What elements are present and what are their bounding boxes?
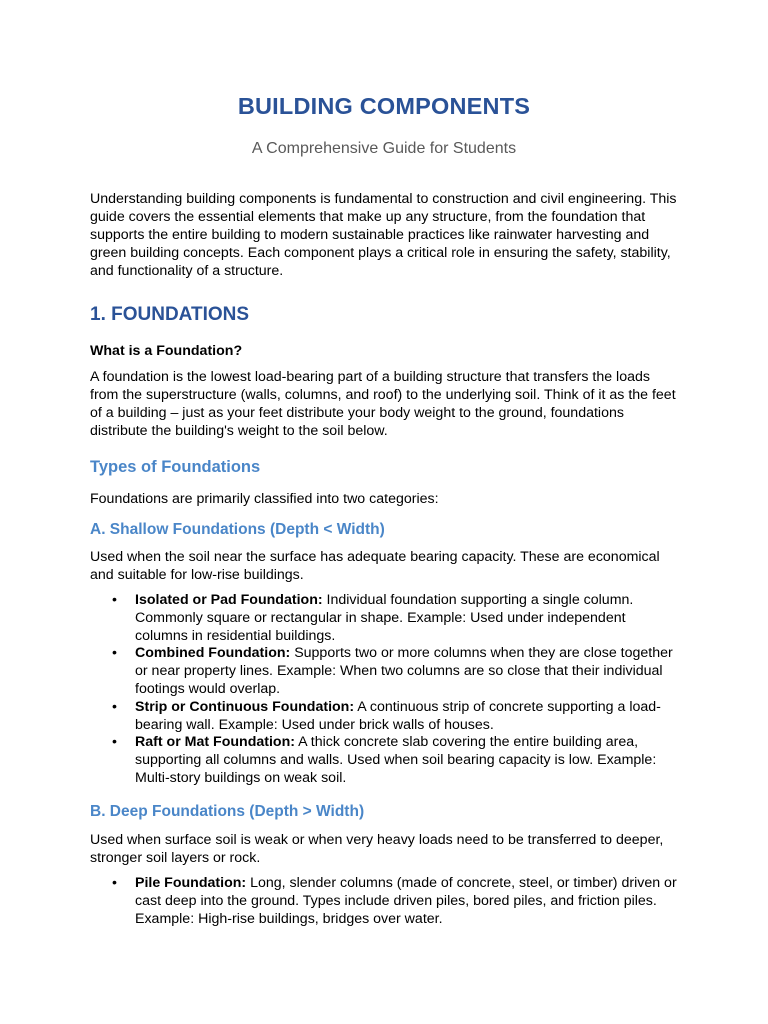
list-item-description: A thick concrete slab covering the entire building area, supporting all columns and walls. Used when soil bearing capacity is low. Example: Multi-story buildings on weak soil. xyxy=(135,734,657,786)
list-item-term: Pile Foundation: xyxy=(135,875,247,891)
list-item-term: Raft or Mat Foundation: xyxy=(135,734,295,751)
list-item-term: Isolated or Pad Foundation: xyxy=(135,592,323,608)
section-heading-foundations: 1. FOUNDATIONS xyxy=(90,304,250,325)
document-subtitle: A Comprehensive Guide for Students xyxy=(251,140,517,157)
deep-foundations-list xyxy=(90,875,680,928)
list-item-term: Strip or Continuous Foundation: xyxy=(135,698,355,715)
list-item-description: Long, slender columns (made of concrete, steel, or timber) driven or cast deep into the ground. Types include driven piles, bored piles, and friction piles. Example: High-rise buildings, bridges over water. xyxy=(135,875,677,927)
document-title: BUILDING COMPONENTS xyxy=(237,93,531,119)
list-item-description: A continuous strip of concrete supporting a load-bearing wall. Example: Used under brick walls of houses. xyxy=(135,698,661,733)
bullet-icon: • xyxy=(112,698,117,715)
list-item xyxy=(90,645,680,698)
deep-foundations-heading: B. Deep Foundations (Depth > Width) xyxy=(90,803,365,820)
list-item xyxy=(90,734,680,787)
deep-foundations-paragraph: Used when surface soil is weak or when very heavy loads need to be transferred to deeper, stronger soil layers or rock. xyxy=(90,832,664,866)
types-of-foundations-heading: Types of Foundations xyxy=(90,458,261,476)
list-item xyxy=(90,875,680,928)
shallow-foundations-heading: A. Shallow Foundations (Depth < Width) xyxy=(90,521,385,538)
list-item xyxy=(90,592,680,645)
list-item-term: Combined Foundation: xyxy=(135,645,291,662)
foundation-definition-paragraph: A foundation is the lowest load-bearing part of a building structure that transfers the loads from the superstructure (walls, columns, and roof) to the underlying soil. Think of it as the feet of a building – just as your feet distribute your body weight to the ground, foundations distribute the building's weight to the soil below. xyxy=(90,369,676,439)
bullet-icon: • xyxy=(112,645,117,662)
list-item-description: Individual foundation supporting a single column. Commonly square or rectangular in shape. Example: Used under independent columns in residential buildings. xyxy=(135,592,634,644)
list-item-description: Supports two or more columns when they are close together or near property lines. Example: When two columns are so close that their individual footings would overlap. xyxy=(135,645,673,697)
bullet-icon: • xyxy=(112,592,117,608)
intro-paragraph: Understanding building components is fundamental to construction and civil engineering. This guide covers the essential elements that make up any structure, from the foundation that supports the entire building to modern sustainable practices like rainwater harvesting and green building concepts. Each component plays a critical role in ensuring the safety, stability, and functionality of a structure. xyxy=(90,191,677,279)
shallow-foundations-list xyxy=(90,592,680,788)
bullet-icon: • xyxy=(112,875,117,891)
what-is-foundation-heading: What is a Foundation? xyxy=(90,343,243,359)
shallow-foundations-paragraph: Used when the soil near the surface has adequate bearing capacity. These are economical and suitable for low-rise buildings. xyxy=(90,549,660,583)
types-intro-paragraph: Foundations are primarily classified into two categories: xyxy=(90,491,439,507)
bullet-icon: • xyxy=(112,734,117,751)
list-item xyxy=(90,699,680,735)
